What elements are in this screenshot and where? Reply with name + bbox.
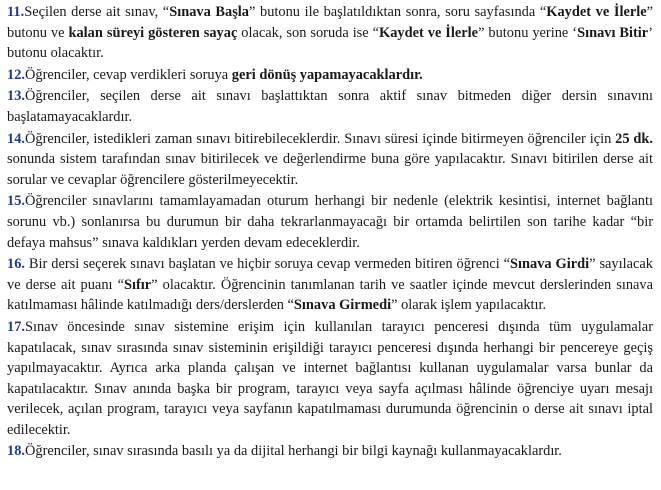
item-number: 18. bbox=[7, 443, 25, 460]
item-number: 13. bbox=[7, 88, 25, 105]
item-text-bold: Sıfır bbox=[123, 276, 152, 293]
item-text: ’ butonu olacaktır. bbox=[7, 24, 653, 62]
item-text: Öğrenciler sınavlarını tamamlayamadan oturum herhangi bir nedenle (elektrik kesintisi, internet bağlantı sorunu vb.) sonlanırsa bu durumun bir daha tekrarlanmayacağı bir ortamda belirtilen son tarihe kadar “bir defaya mahsus” sınava kaldıkları yerden devam edeceklerdir. bbox=[7, 193, 653, 251]
item-text: olacak, son soruda ise “ bbox=[237, 24, 380, 41]
item-text-bold: Kaydet ve İlerle bbox=[546, 4, 647, 20]
item-text-bold: Sınava Başla bbox=[169, 4, 249, 20]
item-text-bold: Sınava Girmedi bbox=[293, 297, 392, 314]
list-item bbox=[7, 129, 653, 191]
list-item bbox=[7, 254, 653, 316]
item-text: Seçilen derse ait sınav, “ bbox=[24, 4, 170, 20]
list-item bbox=[7, 317, 653, 441]
item-text: ” olarak işlem yapılacaktır. bbox=[391, 297, 547, 314]
item-text-bold: Sınavı Bitir bbox=[577, 24, 649, 41]
list-item bbox=[7, 86, 653, 127]
list-item bbox=[7, 441, 653, 462]
item-text: Bir dersi seçerek sınavı başlatan ve hiçbir soruya cevap vermeden bitiren öğrenci “ bbox=[25, 256, 511, 273]
item-text-bold: geri dönüş yapamayacaklardır. bbox=[231, 66, 423, 83]
item-text: ” sayılacak ve derse ait puanı “ bbox=[7, 256, 653, 293]
list-item bbox=[7, 191, 653, 253]
item-text: ” butonu ve bbox=[7, 4, 653, 41]
item-text: Öğrenciler, seçilen derse ait sınavı başlattıktan sonra aktif sınav bitmeden diğer dersin sınavını başlatamayacaklardır. bbox=[7, 88, 653, 125]
list-item bbox=[7, 65, 653, 86]
item-text-bold: Sınava Girdi bbox=[510, 256, 590, 273]
item-text: sonunda sistem tarafından sınav bitirilecek ve değerlendirme buna göre yapılacaktır. Sınavı bitirilen derse ait sorular ve cevaplar öğrencilere gösterilmeyecektir. bbox=[7, 151, 653, 188]
item-text: ” butonu ile başlatıldıktan sonra, soru sayfasında “ bbox=[249, 4, 547, 20]
item-text-bold: Kaydet ve İlerle bbox=[379, 24, 479, 41]
item-text: Öğrenciler, cevap verdikleri soruya bbox=[25, 66, 232, 83]
item-number: 14. bbox=[7, 130, 25, 147]
item-number: 17. bbox=[7, 318, 25, 335]
item-text: ” olacaktır. Öğrencinin tanımlanan tarih ve saatler içinde mevcut derslerinden sınava katılmaması hâlinde katılmadığı ders/derslerden “ bbox=[7, 276, 654, 314]
item-number: 12. bbox=[7, 66, 25, 83]
list-item bbox=[7, 2, 653, 64]
item-text: Sınav öncesinde sınav sistemine erişim için kullanılan tarayıcı penceresi dışında tüm uygulamalar kapatılacak, sınav sırasında sınav sisteminin erişildiği tarayıcı penceresi dışında herhangi bir pencereye geçiş yapılmayacaktır. Ayrıca arka planda çalışan ve internet bağlantısı kullanan uygulamalar varsa bunlar da kapatılacaktır. Sınav anında başka bir program, tarayıcı veya sayfa açılması hâlinde öğrenciye uyarı mesajı verilecek, açılan program, tarayıcı veya sayfanın kapatılmaması durumunda öğrencinin o derse ait sınavı iptal edilecektir. bbox=[7, 318, 653, 438]
item-text-bold: 25 dk. bbox=[615, 130, 653, 147]
item-number: 15. bbox=[7, 193, 25, 210]
item-text: Öğrenciler, sınav sırasında basılı ya da dijital herhangi bir bilgi kaynağı kullanmayacaklardır. bbox=[25, 443, 562, 460]
item-text: Öğrenciler, istedikleri zaman sınavı bitirebileceklerdir. Sınavı süresi içinde bitirmeyen öğrenciler için bbox=[25, 130, 616, 147]
item-text: ” butonu yerine ‘ bbox=[478, 24, 578, 41]
item-text-bold: kalan süreyi gösteren sayaç bbox=[68, 24, 238, 41]
item-number: 16. bbox=[7, 256, 25, 273]
item-number: 11. bbox=[7, 4, 25, 20]
